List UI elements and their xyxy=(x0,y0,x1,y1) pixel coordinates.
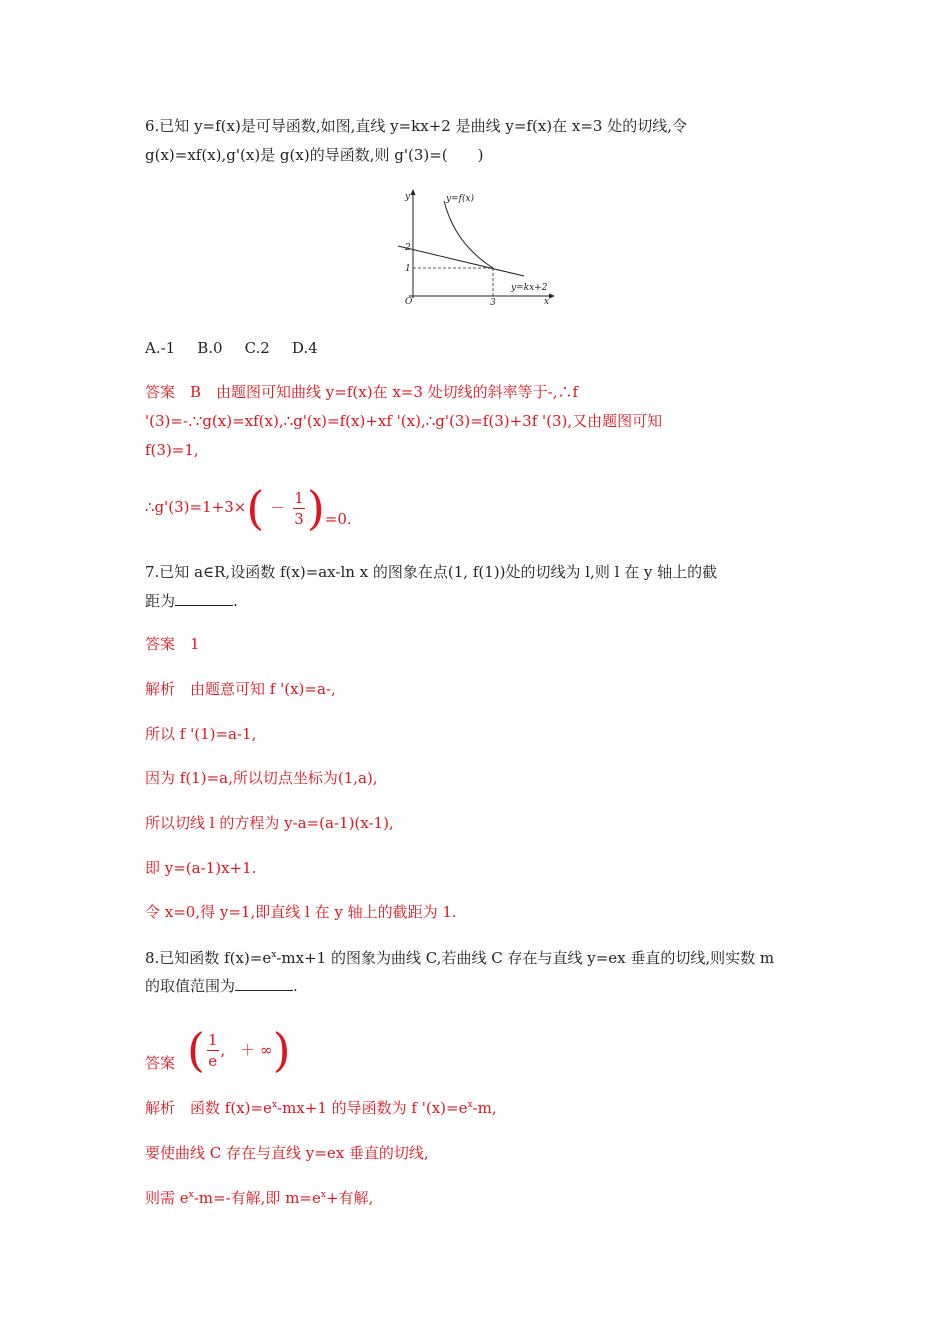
q8-stem-b: -mx+1 的图象为曲线 C,若曲线 C 存在与直线 y=ex 垂直的切线,则实数 m xyxy=(276,949,775,967)
x-axis-arrow xyxy=(549,294,555,299)
q8-step1-exp1: x xyxy=(271,1100,278,1110)
q8-step3-a: 则需 e xyxy=(145,1189,189,1207)
q6-answer-line2: '(3)=-.∵g(x)=xf(x),∴g'(x)=f(x)+xf '(x),∴g'(3)=f(3)+3f '(3),又由题图可知 xyxy=(145,412,663,430)
fraction-numerator: 1 xyxy=(294,488,304,507)
q8-step3-c: +有解, xyxy=(325,1189,374,1207)
label-origin: O xyxy=(405,297,413,306)
q8-step3-exp2: x xyxy=(320,1190,326,1200)
interval-fraction xyxy=(207,1030,219,1071)
interval-denominator: e xyxy=(208,1051,218,1070)
q8-answer xyxy=(145,1023,291,1086)
q8-step-2: 要使曲线 C 存在与直线 y=ex 垂直的切线, xyxy=(145,1144,429,1162)
q7-answer: 答案 1 xyxy=(145,635,200,653)
q7-step-2: 所以 f '(1)=a-1, xyxy=(145,725,257,743)
q8-stem-a: 8.已知函数 f(x)=e xyxy=(145,949,272,967)
fraction-one-third xyxy=(293,488,305,529)
q8-step1-exp2: x xyxy=(467,1100,473,1110)
q7-step-4: 所以切线 l 的方程为 y-a=(a-1)(x-1), xyxy=(145,814,394,832)
fraction-denominator: 3 xyxy=(294,509,304,528)
label-y: y xyxy=(405,192,411,202)
q6-stem-line1: 6.已知 y=f(x)是可导函数,如图,直线 y=kx+2 是曲线 y=f(x)在 x=3 处的切线,令 xyxy=(145,117,688,135)
option-d[interactable]: D.4 xyxy=(291,339,318,357)
q8-answer-blank[interactable] xyxy=(235,976,293,991)
q7-step-5: 即 y=(a-1)x+1. xyxy=(145,859,257,877)
q8-stem-suffix: . xyxy=(293,977,298,995)
label-tick-2: 2 xyxy=(405,243,411,253)
q7-stem-line1: 7.已知 a∈R,设函数 f(x)=ax-ln x 的图象在点(1, f(1))处的切线为 l,则 l 在 y 轴上的截 xyxy=(145,563,718,581)
q7-step-6: 令 x=0,得 y=1,即直线 l 在 y 轴上的截距为 1. xyxy=(145,903,457,921)
label-x: x xyxy=(544,297,550,306)
q6-figure xyxy=(393,186,558,306)
interval-rest: , ＋ ∞ xyxy=(220,1041,273,1059)
curve-f xyxy=(444,201,493,268)
label-tick-3: 3 xyxy=(490,298,496,306)
q7-stem-line2 xyxy=(145,591,238,611)
q7-step-1: 解析 由题意可知 f '(x)=a-, xyxy=(145,680,336,698)
interval-numerator: 1 xyxy=(207,1030,218,1049)
q6-answer-line3: f(3)=1, xyxy=(145,441,199,459)
q8-step3-exp1: x xyxy=(188,1190,194,1200)
option-b[interactable]: B.0 xyxy=(197,339,223,357)
final-prefix: ∴g'(3)=1+3× xyxy=(145,498,247,516)
q8-step3-b: -m=-有解,即 m=e xyxy=(193,1189,321,1207)
final-minus: － xyxy=(270,499,286,517)
y-axis-arrow xyxy=(411,189,416,195)
tangent-line xyxy=(398,246,524,276)
q6-stem-line2: g(x)=xf(x),g'(x)是 g(x)的导函数,则 g'(3)=( ) xyxy=(145,146,484,164)
option-c[interactable]: C.2 xyxy=(244,339,270,357)
q8-step-3 xyxy=(145,1188,373,1208)
q8-step1-c: -m, xyxy=(472,1099,497,1117)
q7-answer-blank[interactable] xyxy=(175,591,233,606)
label-curve: y=f(x) xyxy=(446,194,475,204)
interval-paren-open: ( xyxy=(187,1023,205,1077)
q7-stem-prefix: 距为 xyxy=(145,592,176,610)
interval-paren-close: ) xyxy=(272,1023,291,1077)
q7-stem-suffix: . xyxy=(233,592,238,610)
option-a[interactable]: A.-1 xyxy=(145,339,176,357)
q6-options xyxy=(145,338,340,358)
paren-close: ) xyxy=(306,481,325,535)
q8-stem-line2 xyxy=(145,976,298,996)
q6-answer-final xyxy=(145,481,352,542)
label-line: y=kx+2 xyxy=(511,283,548,293)
q8-step1-b: -mx+1 的导函数为 f '(x)=e xyxy=(277,1099,468,1117)
q8-stem-prefix: 的取值范围为 xyxy=(145,977,236,995)
q7-step-3: 因为 f(1)=a,所以切点坐标为(1,a), xyxy=(145,769,378,787)
final-suffix: =0. xyxy=(324,510,352,528)
q8-stem-line1 xyxy=(145,948,774,968)
q8-step-1 xyxy=(145,1098,497,1118)
paren-open: ( xyxy=(246,481,265,535)
q8-answer-label: 答案 xyxy=(145,1054,176,1072)
q8-step1-a: 解析 函数 f(x)=e xyxy=(145,1099,272,1117)
q8-stem-exp: x xyxy=(271,950,277,960)
q6-answer-line1: 答案 B 由题图可知曲线 y=f(x)在 x=3 处切线的斜率等于-,∴f xyxy=(145,383,579,401)
label-tick-1: 1 xyxy=(405,264,411,274)
